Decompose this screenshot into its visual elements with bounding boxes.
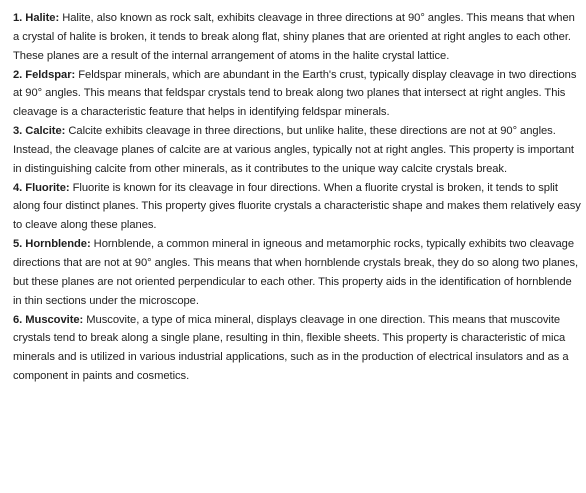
mineral-item-muscovite: [13, 311, 581, 386]
mineral-description: Muscovite, a type of mica mineral, displays cleavage in one direction. This means that muscovite crystals tend to break along a single plane, resulting in thin, flexible sheets. This property is characteristic of mica minerals and is utilized in various industrial applications, such as in the production of electrical insulators and as a component in paints and cosmetics.: [13, 313, 569, 383]
mineral-item-hornblende: [13, 235, 581, 310]
mineral-term: 4. Fluorite:: [13, 181, 70, 194]
mineral-item-feldspar: [13, 66, 581, 123]
mineral-item-halite: [13, 9, 581, 66]
mineral-term: 2. Feldspar:: [13, 68, 76, 81]
mineral-description: Fluorite is known for its cleavage in four directions. When a fluorite crystal is broken, it tends to split along four distinct planes. This property gives fluorite crystals a characteristic shape and makes them relatively easy to cleave along these planes.: [13, 181, 581, 232]
mineral-description: Hornblende, a common mineral in igneous and metamorphic rocks, typically exhibits two cleavage directions that are not at 90° angles. This means that when hornblende crystals break, they do so along two planes, but these planes are not oriented perpendicular to each other. This property aids in the identification of hornblende in thin sections under the microscope.: [13, 238, 579, 307]
mineral-item-calcite: [13, 122, 581, 179]
mineral-description: Feldspar minerals, which are abundant in the Earth's crust, typically display cleavage in two directions at 90° angles. This means that feldspar crystals tend to break along two planes that intersect at right angles. This cleavage is a characteristic feature that helps in identifying feldspar minerals.: [13, 68, 577, 119]
mineral-term: 1. Halite:: [13, 12, 60, 24]
mineral-item-fluorite: [13, 179, 581, 236]
mineral-term: 5. Hornblende:: [13, 238, 91, 251]
document-body: [13, 9, 581, 386]
mineral-description: Halite, also known as rock salt, exhibits cleavage in three directions at 90° angles. This means that when a crystal of halite is broken, it tends to break along flat, shiny planes that are oriented at right angles to each other. These planes are a result of the internal arrangement of atoms in the halite crystal lattice.: [13, 12, 575, 62]
mineral-term: 3. Calcite:: [13, 125, 66, 138]
mineral-description: Calcite exhibits cleavage in three directions, but unlike halite, these directions are not at 90° angles. Instead, the cleavage planes of calcite are at various angles, typically not at right angles. This property is important in distinguishing calcite from other minerals, as it contributes to the unique way calcite crystals break.: [13, 125, 574, 175]
mineral-term: 6. Muscovite:: [13, 313, 84, 326]
